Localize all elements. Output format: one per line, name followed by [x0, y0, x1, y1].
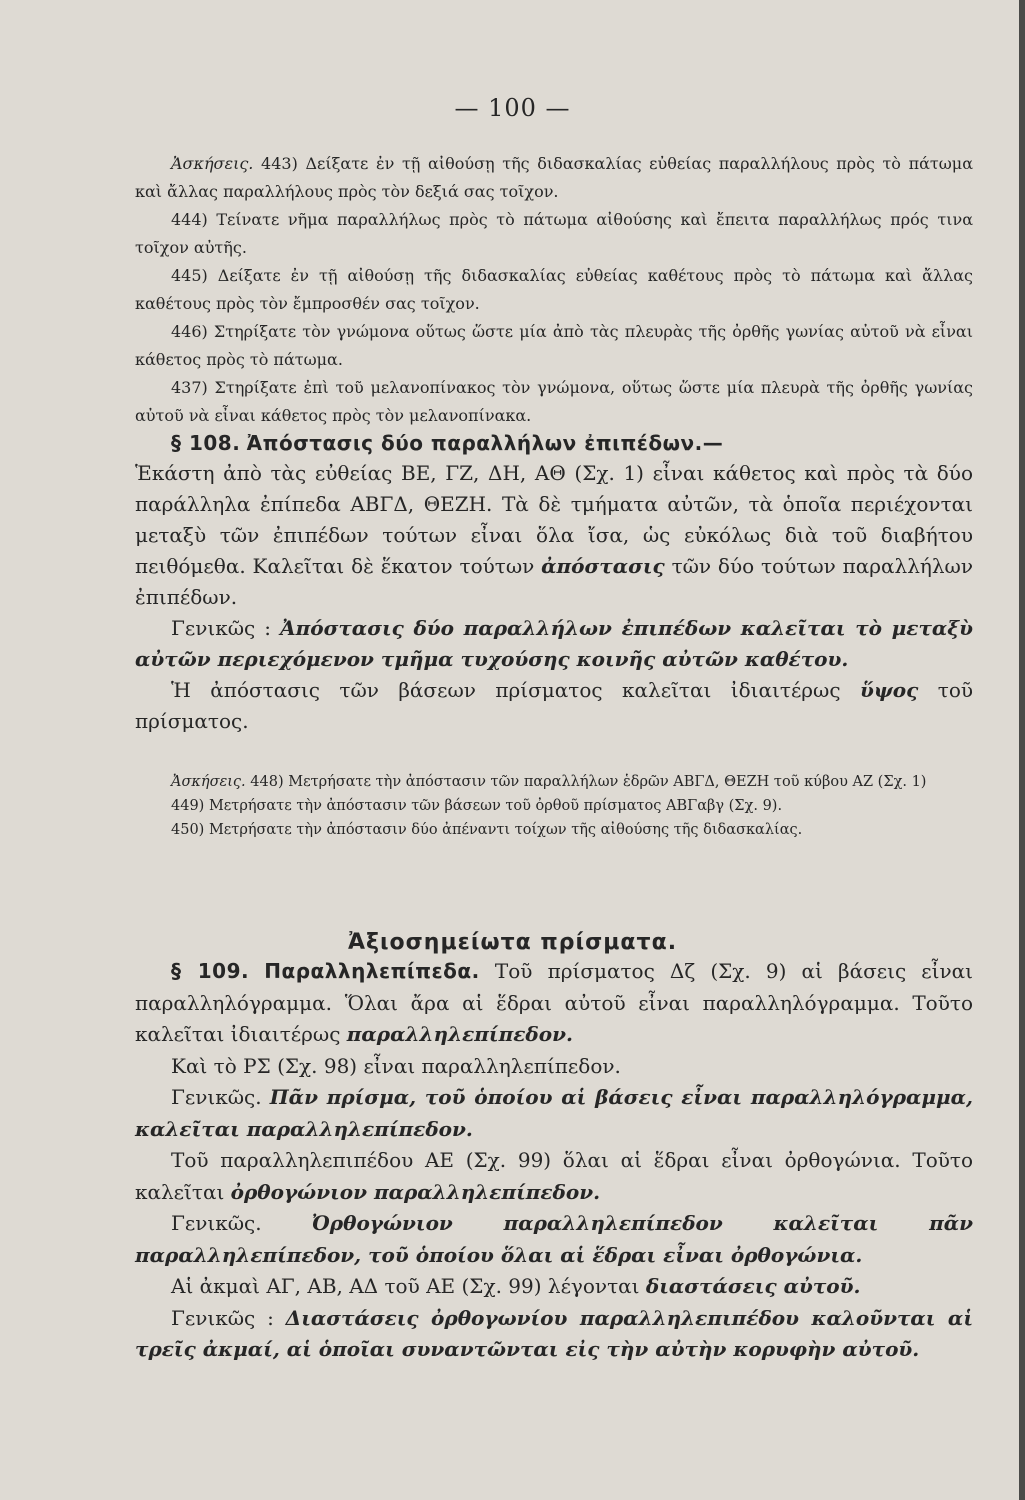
page-edge-shadow [1019, 0, 1025, 1500]
exercises-label: Ἀσκήσεις. [171, 154, 254, 173]
term-ypsos: ὕψος [860, 678, 919, 702]
section-108-definition: Γενικῶς : Ἀπόστασις δύο παραλλήλων ἐπιπέδων καλεῖται τὸ μεταξὺ αὐτῶν περιεχόμενον τμῆμα τυχούσης κοινῆς αὐτῶν καθέτου. [135, 616, 974, 671]
section-108-title: Ἀπόστασις δύο παραλλήλων ἐπιπέδων.— [246, 431, 724, 455]
section-109-paragraph-4: Αἱ ἀκμαὶ ΑΓ, ΑΒ, ΑΔ τοῦ ΑΕ (Σχ. 99) λέγονται διαστάσεις αὐτοῦ. [171, 1274, 861, 1298]
exercise-445: 445) Δείξατε ἐν τῇ αἰθούσῃ τῆς διδασκαλίας εὐθείας καθέτους πρὸς τὸ πάτωμα καὶ ἄλλας καθέτους πρὸς τὸν ἔμπροσθέν σας τοῖχον. [135, 266, 973, 313]
section-109 [135, 956, 973, 1366]
exercises-block-a [135, 150, 973, 430]
section-109-paragraph-1: § 109. Παραλληλεπίπεδα. Τοῦ πρίσματος Δζ (Σχ. 9) αἱ βάσεις εἶναι παραλληλόγραμμα. Ὅλαι ἄρα αἱ ἕδραι αὐτοῦ εἶναι παραλληλόγραμμα. Τοῦτο καλεῖται ἰδιαιτέρως παραλληλεπίπεδον. [135, 959, 974, 1046]
section-108-heading [135, 428, 973, 458]
section-108-number: § 108. [171, 431, 241, 455]
section-109-number: § 109. [171, 959, 250, 983]
section-108-paragraph-2: Ἡ ἀπόστασις τῶν βάσεων πρίσματος καλεῖται ἰδιαιτέρως ὕψος τοῦ πρίσματος. [135, 678, 974, 733]
exercise-443: Ἀσκήσεις. 443) Δείξατε ἐν τῇ αἰθούσῃ τῆς διδασκαλίας εὐθείας παραλλήλους πρὸς τὸ πάτωμα καὶ ἄλλας παραλλήλους πρὸς τὸν δεξιά σας τοῖχον. [135, 154, 973, 201]
section-109-paragraph-3: Τοῦ παραλληλεπιπέδου ΑΕ (Σχ. 99) ὅλαι αἱ ἕδραι εἶναι ὀρθογώνια. Τοῦτο καλεῖται ὀρθογώνιον παραλληλεπίπεδον. [135, 1148, 973, 1204]
exercise-444: 444) Τείνατε νῆμα παραλλήλως πρὸς τὸ πάτωμα αἰθούσης καὶ ἔπειτα παραλλήλως πρός τινα τοῖχον αὐτῆς. [135, 210, 973, 257]
section-109-paragraph-2: Καὶ τὸ ΡΣ (Σχ. 98) εἶναι παραλληλεπίπεδον. [171, 1053, 621, 1078]
term-apostasis: ἀπόστασις [541, 554, 665, 578]
section-109-definition-1: Γενικῶς. Πᾶν πρίσμα, τοῦ ὁποίου αἱ βάσεις εἶναι παραλληλόγραμμα, καλεῖται παραλληλεπίπεδον. [135, 1085, 974, 1141]
section-108-paragraph-1: Ἑκάστη ἀπὸ τὰς εὐθείας ΒΕ, ΓΖ, ΔΗ, ΑΘ (Σχ. 1) εἶναι κάθετος καὶ πρὸς τὰ δύο παράλληλα ἐπίπεδα ΑΒΓΔ, ΘΕΖΗ. Τὰ δὲ τμήματα αὐτῶν, τὰ ὁποῖα περιέχονται μεταξὺ τῶν ἐπιπέδων τούτων εἶναι ὅλα ἴσα, ὡς εὐκόλως διὰ τοῦ διαβήτου πειθόμεθα. Καλεῖται δὲ ἕκατον τούτων ἀπόστασις τῶν δύο τούτων παραλλήλων ἐπιπέδων. [135, 461, 974, 609]
exercises-block-b [135, 770, 973, 842]
exercise-446: 446) Στηρίξατε τὸν γνώμονα οὕτως ὥστε μία ἀπὸ τὰς πλευρὰς τῆς ὀρθῆς γωνίας αὐτοῦ νὰ εἶναι κάθετος πρὸς τὸ πάτωμα. [135, 322, 973, 369]
section-108 [135, 428, 973, 737]
section-109-definition-3: Γενικῶς : Διαστάσεις ὀρθογωνίου παραλληλεπιπέδου καλοῦνται αἱ τρεῖς ἀκμαί, αἱ ὁποῖαι συναντῶνται εἰς τὴν αὐτὴν κορυφὴν αὐτοῦ. [135, 1305, 973, 1361]
page-number: — 100 — [454, 94, 571, 122]
section-109-title: Παραλληλεπίπεδα. [264, 959, 480, 983]
exercise-449: 449) Μετρήσατε τὴν ἀπόστασιν τῶν βάσεων τοῦ ὀρθοῦ πρίσματος ΑΒΓαβγ (Σχ. 9). [171, 798, 783, 814]
exercise-450: 450) Μετρήσατε τὴν ἀπόστασιν δύο ἀπέναντι τοίχων τῆς αἰθούσης τῆς διδασκαλίας. [171, 822, 803, 838]
exercise-437: 437) Στηρίξατε ἐπὶ τοῦ μελανοπίνακος τὸν γνώμονα, οὕτως ὥστε μία πλευρὰ τῆς ὀρθῆς γωνίας αὐτοῦ νὰ εἶναι κάθετος πρὸς τὸν μελανοπίνακα. [135, 378, 973, 425]
exercise-448: Ἀσκήσεις. 448) Μετρήσατε τὴν ἀπόστασιν τῶν παραλλήλων ἑδρῶν ΑΒΓΔ, ΘΕΖΗ τοῦ κύβου ΑΖ (Σχ. 1) [171, 774, 927, 790]
section-109-definition-2: Γενικῶς. Ὀρθογώνιον παραλληλεπίπεδον καλεῖται πᾶν παραλληλεπίπεδον, τοῦ ὁποίου ὅλαι αἱ ἕδραι εἶναι ὀρθογώνια. [135, 1211, 973, 1267]
subtitle-notable-prisms: Ἀξιοσημείωτα πρίσματα. [347, 930, 678, 955]
